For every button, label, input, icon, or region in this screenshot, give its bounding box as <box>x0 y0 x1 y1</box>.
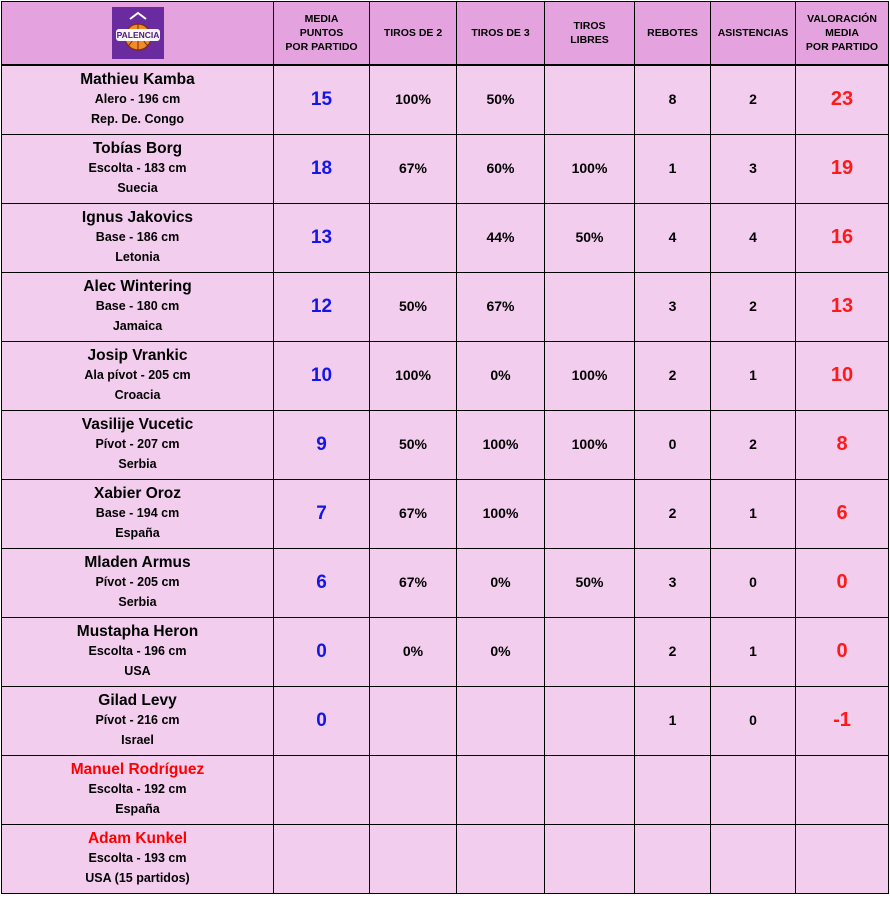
player-country: Serbia <box>118 457 157 471</box>
player-position: Escolta - 193 cm <box>88 851 187 865</box>
tiros-de-2-cell <box>370 686 457 755</box>
header-label-line: MEDIA <box>825 27 859 39</box>
valoracion-cell <box>796 134 889 203</box>
tiros-libres-cell <box>545 548 635 617</box>
player-info-cell <box>2 824 274 893</box>
player-info-cell <box>2 617 274 686</box>
asistencias-cell <box>711 341 796 410</box>
player-info-cell <box>2 479 274 548</box>
tiros-de-2-value: 50% <box>398 435 428 452</box>
player-name: Tobías Borg <box>92 140 183 157</box>
rebotes-value: 2 <box>668 366 677 383</box>
tiros-libres-cell <box>545 134 635 203</box>
player-position: Pívot - 207 cm <box>95 437 180 451</box>
asistencias-cell <box>711 410 796 479</box>
tiros-de-3-cell <box>457 341 545 410</box>
tiros-de-2-cell <box>370 755 457 824</box>
tiros-de-2-cell <box>370 134 457 203</box>
media-puntos-cell <box>274 755 370 824</box>
logo-cell <box>2 2 274 66</box>
player-name: Alec Wintering <box>83 278 192 295</box>
player-stats-table <box>1 1 889 894</box>
asistencias-value: 1 <box>749 366 757 383</box>
table-row <box>2 65 889 134</box>
rebotes-cell <box>635 134 711 203</box>
tiros-de-2-value: 67% <box>398 504 428 521</box>
player-name: Xabier Oroz <box>94 485 181 502</box>
valoracion-value: 0 <box>836 640 848 662</box>
valoracion-cell <box>796 410 889 479</box>
player-info-cell <box>2 203 274 272</box>
player-name: Gilad Levy <box>98 692 177 709</box>
rebotes-cell <box>635 755 711 824</box>
tiros-libres-cell <box>545 341 635 410</box>
asistencias-value: 2 <box>749 297 757 314</box>
tiros-de-3-value: 100% <box>482 435 519 452</box>
media-puntos-cell <box>274 410 370 479</box>
media-puntos-value: 0 <box>316 640 327 662</box>
rebotes-value: 1 <box>668 711 677 728</box>
player-info-cell <box>2 755 274 824</box>
player-name: Josip Vrankic <box>87 347 188 364</box>
tiros-de-2-cell <box>370 410 457 479</box>
tiros-de-2-cell <box>370 272 457 341</box>
header-asistencias <box>711 2 796 66</box>
asistencias-value: 2 <box>749 435 757 452</box>
player-country: USA (15 partidos) <box>85 871 190 885</box>
valoracion-cell <box>796 65 889 134</box>
tiros-libres-cell <box>545 272 635 341</box>
valoracion-value: 13 <box>830 295 854 317</box>
valoracion-cell <box>796 203 889 272</box>
tiros-de-3-value: 0% <box>490 642 511 659</box>
rebotes-cell <box>635 479 711 548</box>
tiros-de-2-value: 67% <box>398 573 428 590</box>
valoracion-value: -1 <box>833 709 851 731</box>
header-label-line: MEDIA <box>304 13 339 25</box>
asistencias-value: 2 <box>749 90 757 107</box>
table-row <box>2 479 889 548</box>
table-row <box>2 548 889 617</box>
basketball-logo-icon <box>112 7 164 59</box>
player-position: Base - 186 cm <box>95 230 180 244</box>
tiros-de-3-cell <box>457 272 545 341</box>
media-puntos-cell <box>274 824 370 893</box>
media-puntos-value: 12 <box>310 295 333 317</box>
rebotes-cell <box>635 686 711 755</box>
asistencias-cell <box>711 686 796 755</box>
tiros-de-2-value: 0% <box>402 642 424 659</box>
tiros-de-2-cell <box>370 617 457 686</box>
header-rebotes <box>635 2 711 66</box>
header-tiros-de-2 <box>370 2 457 66</box>
valoracion-value: 19 <box>830 157 854 179</box>
player-name: Manuel Rodríguez <box>70 761 205 778</box>
asistencias-cell <box>711 617 796 686</box>
valoracion-cell <box>796 272 889 341</box>
rebotes-cell <box>635 272 711 341</box>
tiros-de-3-cell <box>457 617 545 686</box>
valoracion-value: 6 <box>836 502 848 524</box>
rebotes-value: 3 <box>668 297 677 314</box>
asistencias-cell <box>711 755 796 824</box>
player-country: Suecia <box>117 181 158 195</box>
rebotes-value: 8 <box>668 90 677 107</box>
rebotes-cell <box>635 824 711 893</box>
header-label-line: TIROS DE 3 <box>471 27 530 39</box>
media-puntos-cell <box>274 617 370 686</box>
tiros-de-3-cell <box>457 548 545 617</box>
player-country: Serbia <box>118 595 157 609</box>
rebotes-value: 0 <box>668 435 677 452</box>
rebotes-value: 2 <box>668 504 677 521</box>
valoracion-cell <box>796 617 889 686</box>
tiros-libres-cell <box>545 203 635 272</box>
tiros-de-2-cell <box>370 824 457 893</box>
rebotes-value: 1 <box>668 159 677 176</box>
tiros-de-3-value: 44% <box>486 228 515 245</box>
player-country: España <box>115 526 160 540</box>
tiros-de-3-cell <box>457 755 545 824</box>
rebotes-value: 2 <box>668 642 677 659</box>
tiros-libres-value: 100% <box>571 366 608 383</box>
tiros-libres-cell <box>545 479 635 548</box>
tiros-libres-cell <box>545 686 635 755</box>
player-country: Croacia <box>114 388 161 402</box>
media-puntos-cell <box>274 686 370 755</box>
player-info-cell <box>2 410 274 479</box>
player-position: Escolta - 196 cm <box>88 644 187 658</box>
table-row <box>2 755 889 824</box>
player-name: Mathieu Kamba <box>80 71 195 89</box>
player-country: España <box>115 802 160 816</box>
valoracion-cell <box>796 479 889 548</box>
tiros-de-2-value: 50% <box>398 297 428 314</box>
player-country: Israel <box>121 733 154 747</box>
rebotes-cell <box>635 341 711 410</box>
media-puntos-cell <box>274 134 370 203</box>
tiros-libres-cell <box>545 65 635 134</box>
player-name: Ignus Jakovics <box>81 209 194 226</box>
tiros-de-3-value: 60% <box>486 159 515 176</box>
media-puntos-value: 9 <box>316 433 327 455</box>
tiros-de-3-value: 50% <box>486 90 515 107</box>
asistencias-cell <box>711 479 796 548</box>
player-info-cell <box>2 686 274 755</box>
valoracion-cell <box>796 341 889 410</box>
header-label-line: TIROS DE 2 <box>383 27 443 39</box>
media-puntos-cell <box>274 479 370 548</box>
tiros-de-2-value: 67% <box>398 159 428 176</box>
media-puntos-cell <box>274 272 370 341</box>
tiros-de-3-cell <box>457 824 545 893</box>
rebotes-cell <box>635 203 711 272</box>
player-position: Pívot - 205 cm <box>95 575 180 589</box>
table-row <box>2 686 889 755</box>
player-info-cell <box>2 548 274 617</box>
tiros-de-3-cell <box>457 203 545 272</box>
media-puntos-cell <box>274 548 370 617</box>
tiros-de-3-cell <box>457 65 545 134</box>
valoracion-cell <box>796 686 889 755</box>
valoracion-value: 10 <box>830 364 854 386</box>
player-country: Letonia <box>115 250 160 264</box>
asistencias-cell <box>711 548 796 617</box>
tiros-libres-value: 100% <box>571 159 608 176</box>
header-label-line: POR PARTIDO <box>805 41 879 53</box>
asistencias-value: 4 <box>749 228 757 245</box>
table-row <box>2 824 889 893</box>
player-position: Base - 194 cm <box>95 506 180 520</box>
tiros-libres-cell <box>545 824 635 893</box>
player-name: Mustapha Heron <box>76 623 199 640</box>
player-name: Adam Kunkel <box>87 830 188 847</box>
media-puntos-cell <box>274 341 370 410</box>
header-label-line: ASISTENCIAS <box>717 27 789 39</box>
player-name: Mladen Armus <box>84 554 191 571</box>
media-puntos-cell <box>274 203 370 272</box>
media-puntos-value: 13 <box>310 226 333 248</box>
asistencias-cell <box>711 824 796 893</box>
rebotes-cell <box>635 410 711 479</box>
media-puntos-cell <box>274 65 370 134</box>
tiros-de-3-value: 0% <box>490 573 511 590</box>
header-label-line: TIROS <box>573 20 606 32</box>
media-puntos-value: 15 <box>310 88 333 110</box>
asistencias-cell <box>711 134 796 203</box>
tiros-de-2-cell <box>370 479 457 548</box>
tiros-de-2-cell <box>370 203 457 272</box>
tiros-de-3-cell <box>457 410 545 479</box>
rebotes-cell <box>635 548 711 617</box>
media-puntos-value: 10 <box>310 364 333 386</box>
tiros-de-2-value: 100% <box>395 366 431 383</box>
logo-text: PALENCIA <box>116 30 159 40</box>
table-row <box>2 272 889 341</box>
tiros-de-3-value: 100% <box>482 504 519 521</box>
header-tiros-libres <box>545 2 635 66</box>
rebotes-cell <box>635 65 711 134</box>
player-country: USA <box>124 664 151 678</box>
table-row <box>2 134 889 203</box>
tiros-libres-cell <box>545 617 635 686</box>
header-row <box>2 2 889 66</box>
player-position: Base - 180 cm <box>95 299 180 313</box>
table-row <box>2 617 889 686</box>
asistencias-value: 1 <box>749 504 757 521</box>
header-tiros-de-3 <box>457 2 545 66</box>
tiros-de-2-cell <box>370 341 457 410</box>
player-info-cell <box>2 65 274 134</box>
header-label-line: POR PARTIDO <box>285 41 358 53</box>
player-info-cell <box>2 134 274 203</box>
valoracion-value: 8 <box>836 433 848 455</box>
media-puntos-value: 7 <box>316 502 327 524</box>
valoracion-cell <box>796 824 889 893</box>
asistencias-value: 0 <box>749 711 757 728</box>
table-row <box>2 203 889 272</box>
player-position: Ala pívot - 205 cm <box>84 368 191 382</box>
player-position: Escolta - 183 cm <box>88 161 187 175</box>
media-puntos-value: 18 <box>310 157 333 179</box>
team-logo <box>112 7 164 59</box>
player-position: Escolta - 192 cm <box>88 782 187 796</box>
tiros-libres-cell <box>545 755 635 824</box>
tiros-libres-value: 50% <box>575 228 604 245</box>
valoracion-value: 23 <box>830 88 854 111</box>
player-position: Pívot - 216 cm <box>95 713 180 727</box>
tiros-de-2-value: 100% <box>395 90 431 107</box>
header-media-puntos <box>274 2 370 66</box>
valoracion-value: 0 <box>836 571 848 593</box>
header-label-line: PUNTOS <box>299 27 344 39</box>
player-info-cell <box>2 272 274 341</box>
header-valoracion <box>796 2 889 66</box>
media-puntos-value: 6 <box>316 571 327 593</box>
player-position: Alero - 196 cm <box>94 92 181 107</box>
tiros-de-3-value: 67% <box>486 297 515 314</box>
valoracion-cell <box>796 755 889 824</box>
asistencias-value: 3 <box>749 159 757 176</box>
asistencias-value: 1 <box>749 642 757 659</box>
tiros-de-3-value: 0% <box>490 366 511 383</box>
player-country: Jamaica <box>112 319 163 333</box>
tiros-de-3-cell <box>457 686 545 755</box>
asistencias-cell <box>711 272 796 341</box>
player-info-cell <box>2 341 274 410</box>
tiros-de-2-cell <box>370 548 457 617</box>
rebotes-value: 4 <box>668 228 677 245</box>
rebotes-value: 3 <box>668 573 677 590</box>
tiros-de-2-cell <box>370 65 457 134</box>
table-row <box>2 341 889 410</box>
header-label-line: LIBRES <box>570 34 609 46</box>
asistencias-value: 0 <box>749 573 757 590</box>
asistencias-cell <box>711 65 796 134</box>
player-name: Vasilije Vucetic <box>81 416 194 433</box>
header-label-line: VALORACIÓN <box>807 13 877 25</box>
tiros-libres-value: 50% <box>575 573 604 590</box>
valoracion-cell <box>796 548 889 617</box>
tiros-libres-value: 100% <box>571 435 608 452</box>
player-country: Rep. De. Congo <box>90 112 185 127</box>
tiros-de-3-cell <box>457 134 545 203</box>
media-puntos-value: 0 <box>316 709 327 731</box>
tiros-de-3-cell <box>457 479 545 548</box>
asistencias-cell <box>711 203 796 272</box>
rebotes-cell <box>635 617 711 686</box>
table-row <box>2 410 889 479</box>
valoracion-value: 16 <box>830 226 854 248</box>
tiros-libres-cell <box>545 410 635 479</box>
header-label-line: REBOTES <box>647 27 698 39</box>
